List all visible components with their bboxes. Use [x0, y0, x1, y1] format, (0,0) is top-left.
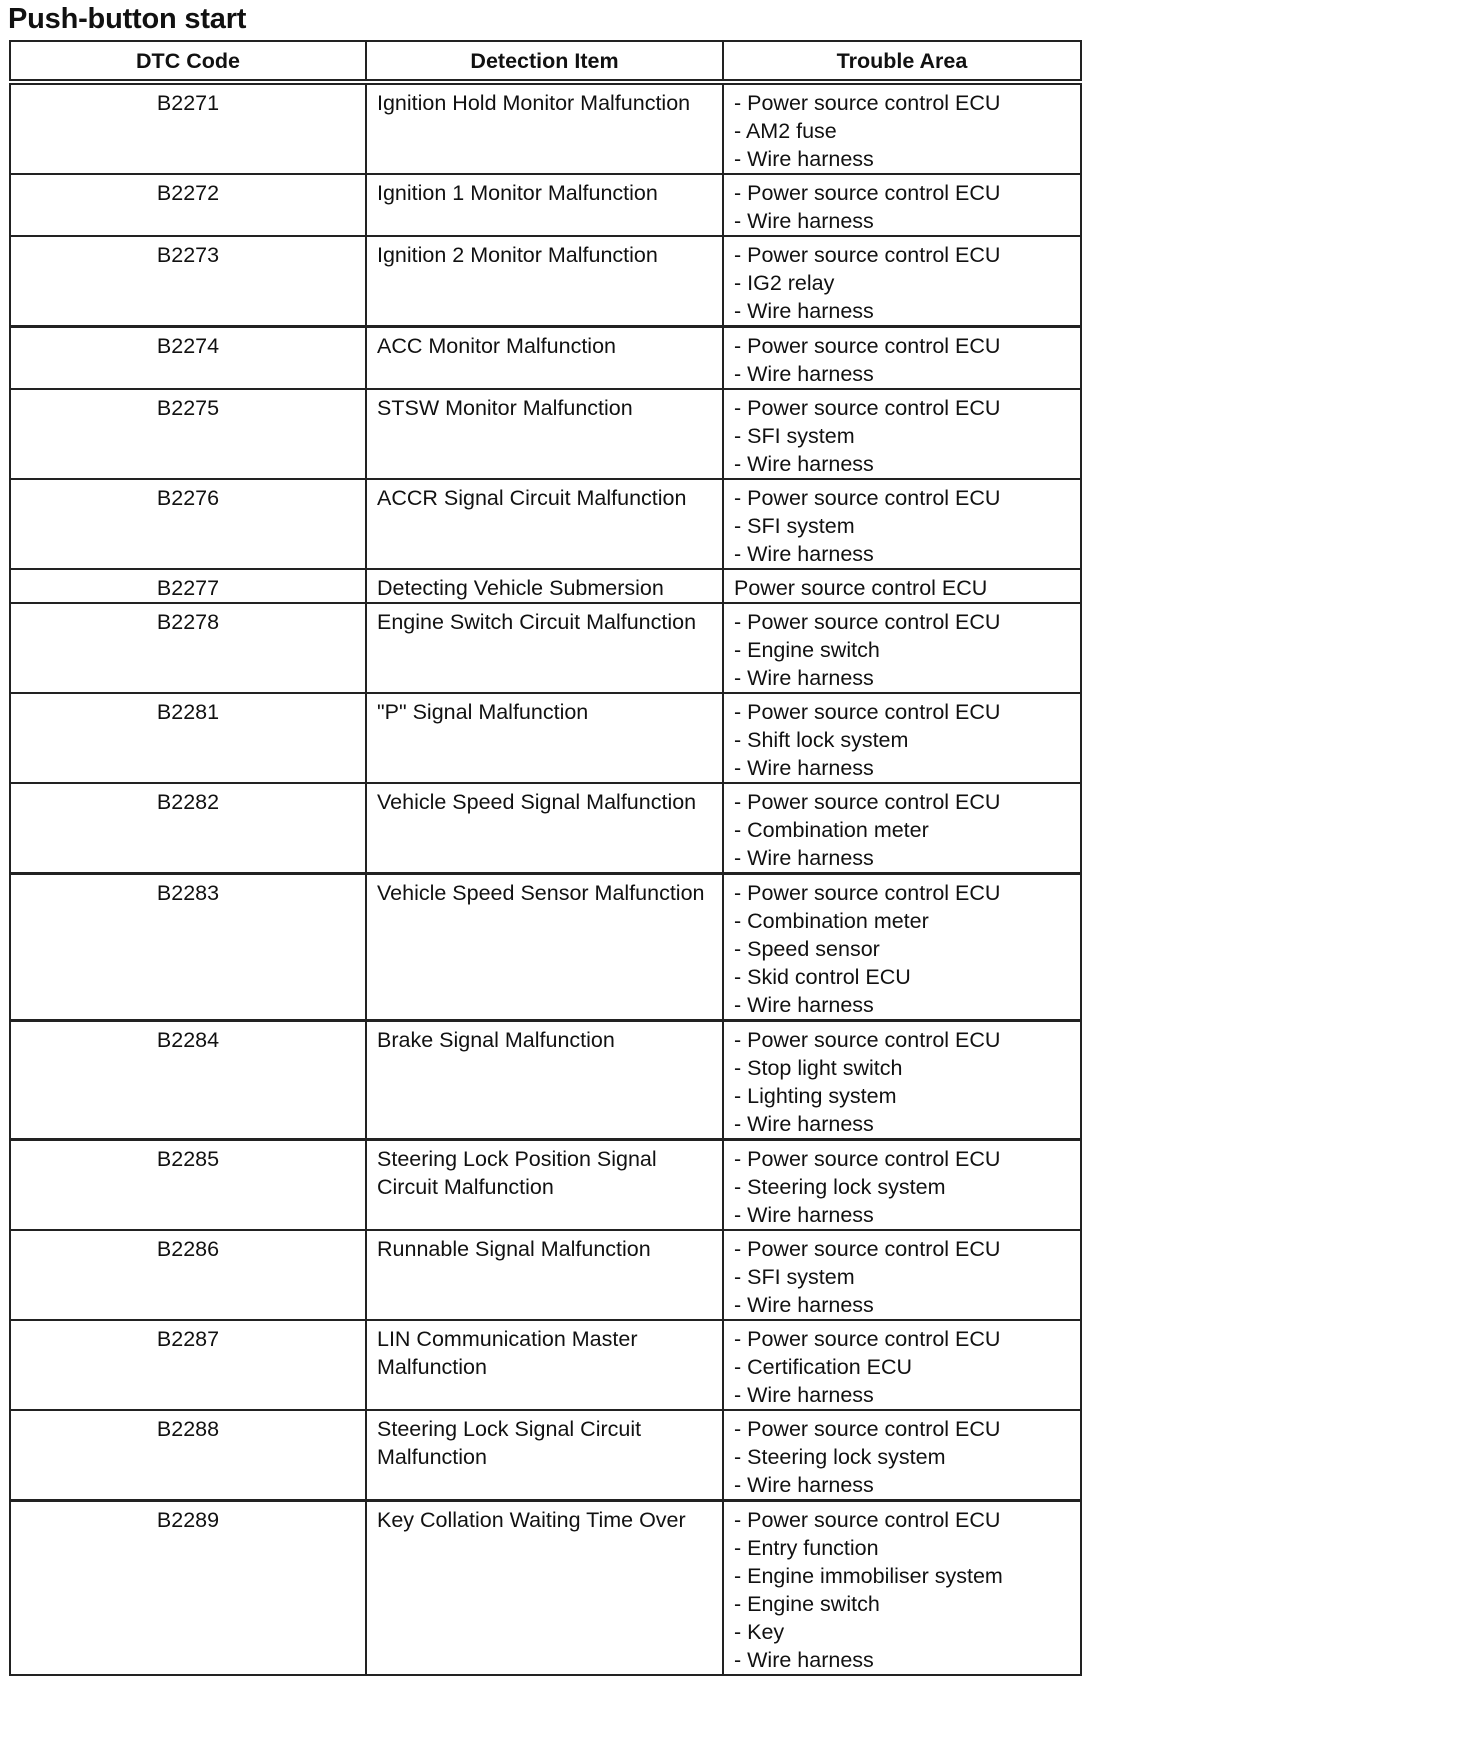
- trouble-area-line: - Power source control ECU: [734, 790, 1001, 814]
- trouble-area-cell: [723, 1021, 1081, 1140]
- table-row: [10, 479, 1081, 569]
- dtc-table: [9, 40, 1082, 1676]
- trouble-area-line: - Power source control ECU: [734, 1417, 1001, 1441]
- trouble-area-cell: [723, 783, 1081, 874]
- trouble-area-line: - Power source control ECU: [734, 881, 1001, 905]
- trouble-area-cell: [723, 479, 1081, 569]
- trouble-area-line: - Key: [734, 1620, 785, 1644]
- table-row: [10, 174, 1081, 236]
- dtc-code-cell: B2283: [10, 874, 366, 1021]
- header-row: [10, 41, 1081, 82]
- trouble-area-line: - Power source control ECU: [734, 1147, 1001, 1171]
- trouble-area-line: - Power source control ECU: [734, 91, 1001, 115]
- trouble-area-line: - Wire harness: [734, 993, 874, 1017]
- dtc-code-cell: B2288: [10, 1410, 366, 1501]
- trouble-area-line: - Shift lock system: [734, 728, 909, 752]
- trouble-area-line: - Speed sensor: [734, 937, 880, 961]
- trouble-area-cell: [723, 1410, 1081, 1501]
- detection-item-cell: Runnable Signal Malfunction: [366, 1230, 723, 1320]
- trouble-area-line: - Wire harness: [734, 1112, 874, 1136]
- detection-item-cell: Detecting Vehicle Submersion: [366, 569, 723, 603]
- detection-item-cell: ACC Monitor Malfunction: [366, 327, 723, 390]
- trouble-area-line: - Wire harness: [734, 1203, 874, 1227]
- dtc-code-cell: B2277: [10, 569, 366, 603]
- trouble-area-cell: [723, 82, 1081, 174]
- header-dtc-code: DTC Code: [10, 41, 366, 82]
- detection-item-cell: Ignition 1 Monitor Malfunction: [366, 174, 723, 236]
- trouble-area-line: - SFI system: [734, 1265, 855, 1289]
- trouble-area-line: Power source control ECU: [734, 576, 988, 600]
- table-row: [10, 569, 1081, 603]
- trouble-area-line: - Power source control ECU: [734, 486, 1001, 510]
- trouble-area-cell: [723, 569, 1081, 603]
- trouble-area-line: - Power source control ECU: [734, 1237, 1001, 1261]
- dtc-code-cell: B2282: [10, 783, 366, 874]
- table-row: [10, 1410, 1081, 1501]
- trouble-area-line: - Power source control ECU: [734, 1508, 1001, 1532]
- trouble-area-line: - Engine immobiliser system: [734, 1564, 1003, 1588]
- header-trouble-area: Trouble Area: [723, 41, 1081, 82]
- dtc-code-cell: B2284: [10, 1021, 366, 1140]
- detection-item-cell: STSW Monitor Malfunction: [366, 389, 723, 479]
- trouble-area-line: - Certification ECU: [734, 1355, 913, 1379]
- trouble-area-line: - Combination meter: [734, 818, 929, 842]
- trouble-area-line: - Power source control ECU: [734, 243, 1001, 267]
- table-row: [10, 1320, 1081, 1410]
- trouble-area-line: - Wire harness: [734, 1473, 874, 1497]
- table-row: [10, 1230, 1081, 1320]
- dtc-code-cell: B2287: [10, 1320, 366, 1410]
- trouble-area-line: - Power source control ECU: [734, 334, 1001, 358]
- table-row: [10, 874, 1081, 1021]
- detection-item-cell: Ignition 2 Monitor Malfunction: [366, 236, 723, 327]
- trouble-area-cell: [723, 174, 1081, 236]
- trouble-area-line: - Power source control ECU: [734, 396, 1001, 420]
- trouble-area-cell: [723, 1140, 1081, 1231]
- table-row: [10, 82, 1081, 174]
- dtc-code-cell: B2273: [10, 236, 366, 327]
- trouble-area-line: - Steering lock system: [734, 1175, 946, 1199]
- trouble-area-line: - Power source control ECU: [734, 610, 1001, 634]
- detection-item-cell: Brake Signal Malfunction: [366, 1021, 723, 1140]
- detection-item-cell: "P" Signal Malfunction: [366, 693, 723, 783]
- dtc-code-cell: B2285: [10, 1140, 366, 1231]
- trouble-area-line: - Wire harness: [734, 666, 874, 690]
- table-row: [10, 236, 1081, 327]
- trouble-area-line: - Wire harness: [734, 1293, 874, 1317]
- trouble-area-line: - Wire harness: [734, 846, 874, 870]
- dtc-code-cell: B2271: [10, 82, 366, 174]
- dtc-code-cell: B2275: [10, 389, 366, 479]
- table-row: [10, 603, 1081, 693]
- dtc-code-cell: B2276: [10, 479, 366, 569]
- detection-item-cell: LIN Communication Master Malfunction: [366, 1320, 723, 1410]
- detection-item-cell: Key Collation Waiting Time Over: [366, 1501, 723, 1676]
- dtc-code-cell: B2281: [10, 693, 366, 783]
- trouble-area-line: - SFI system: [734, 424, 855, 448]
- trouble-area-line: - Wire harness: [734, 362, 874, 386]
- table-row: [10, 327, 1081, 390]
- trouble-area-line: - Wire harness: [734, 452, 874, 476]
- page-title: Push-button start: [8, 3, 247, 35]
- detection-item-cell: Steering Lock Position Signal Circuit Malfunction: [366, 1140, 723, 1231]
- trouble-area-line: - Entry function: [734, 1536, 879, 1560]
- trouble-area-line: - Stop light switch: [734, 1056, 903, 1080]
- trouble-area-line: - Wire harness: [734, 1383, 874, 1407]
- trouble-area-line: - Power source control ECU: [734, 181, 1001, 205]
- trouble-area-line: - Skid control ECU: [734, 965, 911, 989]
- table-body: [10, 82, 1081, 1675]
- dtc-code-cell: B2286: [10, 1230, 366, 1320]
- dtc-code-cell: B2289: [10, 1501, 366, 1676]
- trouble-area-line: - Steering lock system: [734, 1445, 946, 1469]
- table-row: [10, 783, 1081, 874]
- detection-item-cell: Vehicle Speed Sensor Malfunction: [366, 874, 723, 1021]
- detection-item-cell: Steering Lock Signal Circuit Malfunction: [366, 1410, 723, 1501]
- trouble-area-line: - SFI system: [734, 514, 855, 538]
- trouble-area-line: - AM2 fuse: [734, 119, 837, 143]
- trouble-area-cell: [723, 1320, 1081, 1410]
- trouble-area-line: - Power source control ECU: [734, 1327, 1001, 1351]
- trouble-area-line: - Engine switch: [734, 1592, 880, 1616]
- trouble-area-cell: [723, 327, 1081, 390]
- table-row: [10, 389, 1081, 479]
- trouble-area-line: - Wire harness: [734, 542, 874, 566]
- trouble-area-line: - Power source control ECU: [734, 1028, 1001, 1052]
- trouble-area-cell: [723, 1230, 1081, 1320]
- trouble-area-line: - Wire harness: [734, 1648, 874, 1672]
- trouble-area-cell: [723, 236, 1081, 327]
- trouble-area-line: - IG2 relay: [734, 271, 835, 295]
- table-row: [10, 1021, 1081, 1140]
- trouble-area-cell: [723, 874, 1081, 1021]
- detection-item-cell: Engine Switch Circuit Malfunction: [366, 603, 723, 693]
- trouble-area-cell: [723, 389, 1081, 479]
- trouble-area-cell: [723, 603, 1081, 693]
- detection-item-cell: Vehicle Speed Signal Malfunction: [366, 783, 723, 874]
- dtc-code-cell: B2272: [10, 174, 366, 236]
- trouble-area-line: - Wire harness: [734, 209, 874, 233]
- table-row: [10, 1501, 1081, 1676]
- table-row: [10, 1140, 1081, 1231]
- trouble-area-line: - Engine switch: [734, 638, 880, 662]
- table-row: [10, 693, 1081, 783]
- trouble-area-line: - Wire harness: [734, 299, 874, 323]
- trouble-area-cell: [723, 693, 1081, 783]
- trouble-area-line: - Power source control ECU: [734, 700, 1001, 724]
- header-detection-item: Detection Item: [366, 41, 723, 82]
- dtc-code-cell: B2274: [10, 327, 366, 390]
- dtc-code-cell: B2278: [10, 603, 366, 693]
- trouble-area-cell: [723, 1501, 1081, 1676]
- trouble-area-line: - Lighting system: [734, 1084, 897, 1108]
- trouble-area-line: - Combination meter: [734, 909, 929, 933]
- trouble-area-line: - Wire harness: [734, 147, 874, 171]
- detection-item-cell: Ignition Hold Monitor Malfunction: [366, 82, 723, 174]
- trouble-area-line: - Wire harness: [734, 756, 874, 780]
- detection-item-cell: ACCR Signal Circuit Malfunction: [366, 479, 723, 569]
